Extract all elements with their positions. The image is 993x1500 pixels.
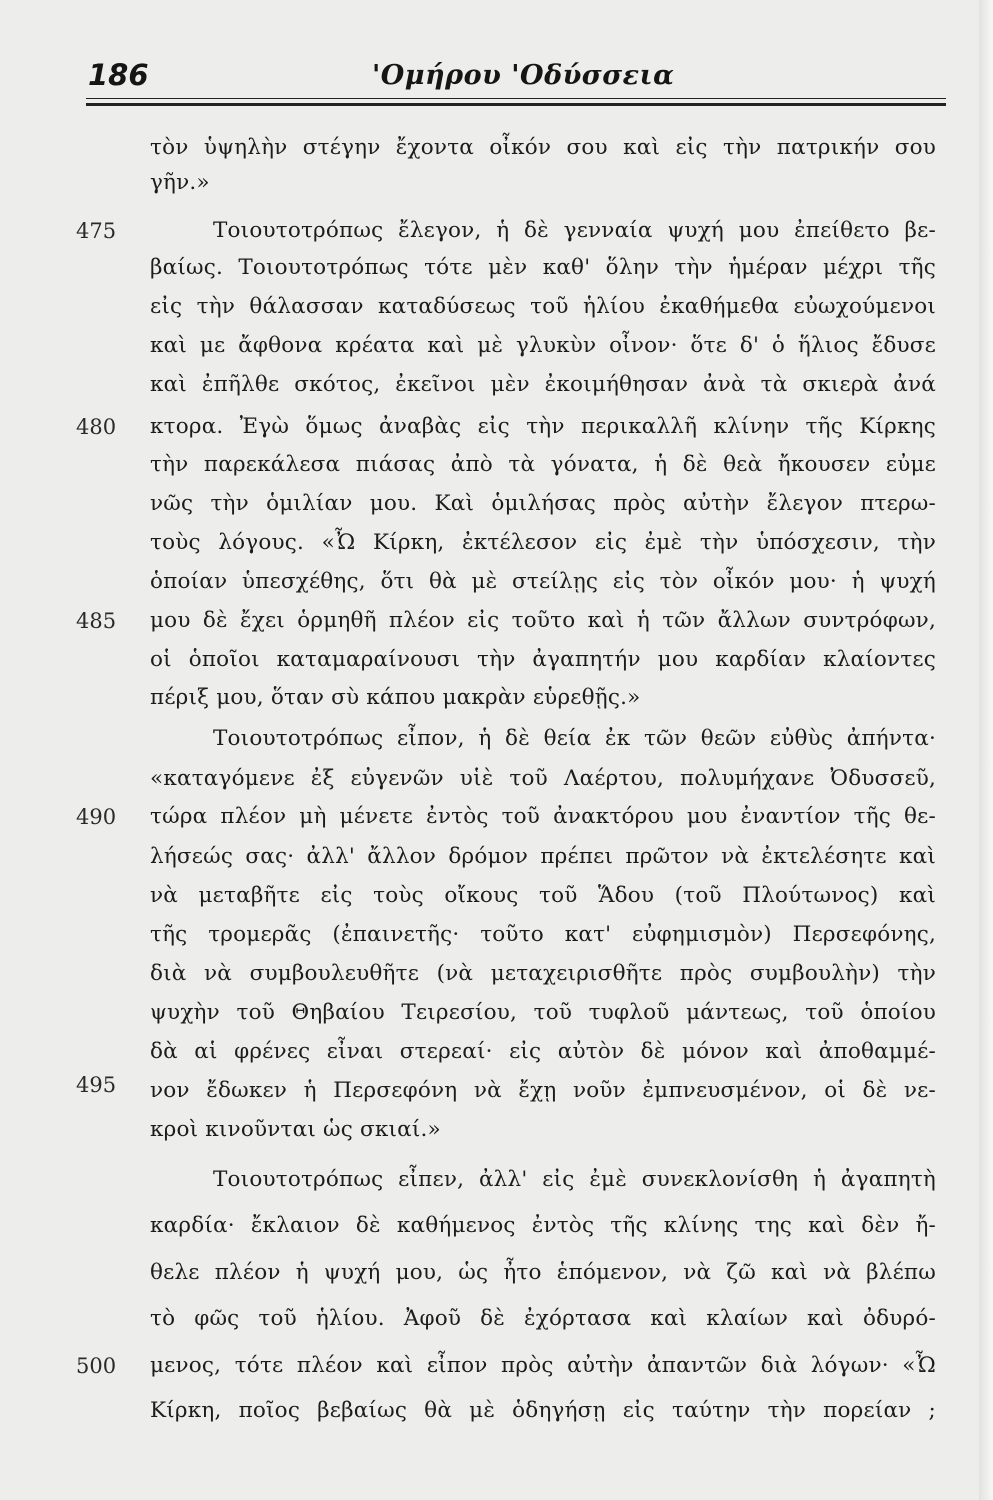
text-line: τώρα πλέον μὴ μένετε ἐντὸς τοῦ ἀνακτόρου μου ἐναντίον τῆς θε- <box>150 804 936 829</box>
running-title: 'Ομήρου 'Οδύσσεια <box>372 60 675 91</box>
text-line: τοὺς λόγους. «Ὦ Κίρκη, ἐκτέλεσον εἰς ἐμὲ τὴν ὑπόσχεσιν, τὴν <box>150 530 936 555</box>
text-line: δὰ αἱ φρένες εἶναι στερεαί· εἰς αὐτὸν δὲ μόνον καὶ ἀποθαμμέ- <box>150 1039 936 1064</box>
text-line: ὁποίαν ὑπεσχέθης, ὅτι θὰ μὲ στείλῃς εἰς τὸν οἶκόν μου· ἡ ψυχή <box>150 569 936 594</box>
text-line: θελε πλέον ἡ ψυχή μου, ὡς ἦτο ἑπόμενον, νὰ ζῶ καὶ νὰ βλέπω <box>150 1260 936 1285</box>
header-rule-thin <box>86 98 946 99</box>
text-line: τῆς τρομερᾶς (ἐπαινετῆς· τοῦτο κατ' εὐφημισμὸν) Περσεφόνης, <box>150 922 936 947</box>
header-rule-thick <box>86 103 946 106</box>
text-line: Τοιουτοτρόπως εἶπον, ἡ δὲ θεία ἐκ τῶν θεῶν εὐθὺς ἀπήντα· <box>213 726 936 751</box>
text-line: διὰ νὰ συμβουλευθῆτε (νὰ μεταχειρισθῆτε πρὸς συμβουλὴν) τὴν <box>150 961 936 986</box>
text-line: βαίως. Τοιουτοτρόπως τότε μὲν καθ' ὅλην τὴν ἡμέραν μέχρι τῆς <box>150 255 936 280</box>
text-line: τὸν ὑψηλὴν στέγην ἔχοντα οἶκόν σου καὶ εἰς τὴν πατρικήν σου <box>150 135 936 160</box>
line-number: 480 <box>76 415 117 439</box>
text-line: Τοιουτοτρόπως ἔλεγον, ἡ δὲ γενναία ψυχή μου ἐπείθετο βε- <box>213 218 936 243</box>
text-line: τὸ φῶς τοῦ ἡλίου. Ἀφοῦ δὲ ἐχόρτασα καὶ κλαίων καὶ ὀδυρό- <box>150 1306 936 1331</box>
line-number: 490 <box>76 805 117 829</box>
text-line: νον ἔδωκεν ἡ Περσεφόνη νὰ ἔχῃ νοῦν ἐμπνευσμένον, οἱ δὲ νε- <box>150 1078 936 1103</box>
text-line: πέριξ μου, ὅταν σὺ κάπου μακρὰν εὑρεθῇς.» <box>150 685 641 710</box>
line-number: 500 <box>76 1354 117 1378</box>
text-line: Τοιουτοτρόπως εἶπεν, ἀλλ' εἰς ἐμὲ συνεκλονίσθη ἡ ἀγαπητὴ <box>213 1167 936 1192</box>
text-line: γῆν.» <box>150 170 210 195</box>
text-line: ψυχὴν τοῦ Θηβαίου Τειρεσίου, τοῦ τυφλοῦ μάντεως, τοῦ ὁποίου <box>150 1000 936 1025</box>
page-number: 186 <box>88 58 149 92</box>
text-line: κτορα. Ἐγὼ ὅμως ἀναβὰς εἰς τὴν περικαλλῆ κλίνην τῆς Κίρκης <box>150 414 936 439</box>
text-line: μενος, τότε πλέον καὶ εἶπον πρὸς αὐτὴν ἀπαντῶν διὰ λόγων· «Ὦ <box>150 1353 936 1378</box>
line-number: 495 <box>76 1073 117 1097</box>
text-line: εἰς τὴν θάλασσαν καταδύσεως τοῦ ἡλίου ἐκαθήμεθα εὐωχούμενοι <box>150 294 936 319</box>
page-edge <box>979 0 993 1500</box>
text-line: Κίρκη, ποῖος βεβαίως θὰ μὲ ὁδηγήσῃ εἰς ταύτην τὴν πορείαν ; <box>150 1398 936 1423</box>
text-line: μου δὲ ἔχει ὁρμηθῆ πλέον εἰς τοῦτο καὶ ἡ τῶν ἄλλων συντρόφων, <box>150 608 936 633</box>
line-number: 475 <box>76 219 117 243</box>
text-line: λήσεώς σας· ἀλλ' ἄλλον δρόμον πρέπει πρῶτον νὰ ἐκτελέσητε καὶ <box>150 844 936 869</box>
text-line: καὶ με ἄφθονα κρέατα καὶ μὲ γλυκὺν οἶνον· ὅτε δ' ὁ ἥλιος ἔδυσε <box>150 333 936 358</box>
text-line: καρδία· ἔκλαιον δὲ καθήμενος ἐντὸς τῆς κλίνης της καὶ δὲν ἤ- <box>150 1213 936 1238</box>
text-line: «καταγόμενε ἐξ εὐγενῶν υἱὲ τοῦ Λαέρτου, πολυμήχανε Ὀδυσσεῦ, <box>150 766 936 791</box>
text-line: νὰ μεταβῆτε εἰς τοὺς οἴκους τοῦ Ἅδου (τοῦ Πλούτωνος) καὶ <box>150 883 936 908</box>
text-line: κροὶ κινοῦνται ὡς σκιαί.» <box>150 1117 441 1142</box>
line-number: 485 <box>76 609 117 633</box>
text-line: καὶ ἐπῆλθε σκότος, ἐκεῖνοι μὲν ἐκοιμήθησαν ἀνὰ τὰ σκιερὰ ἀνά <box>150 372 936 397</box>
text-line: τὴν παρεκάλεσα πιάσας ἀπὸ τὰ γόνατα, ἡ δὲ θεὰ ἤκουσεν εὐμε <box>150 452 936 477</box>
text-line: οἱ ὁποῖοι καταμαραίνουσι τὴν ἀγαπητήν μου καρδίαν κλαίοντες <box>150 647 936 672</box>
text-line: νῶς τὴν ὁμιλίαν μου. Καὶ ὁμιλήσας πρὸς αὐτὴν ἔλεγον πτερω- <box>150 491 936 516</box>
